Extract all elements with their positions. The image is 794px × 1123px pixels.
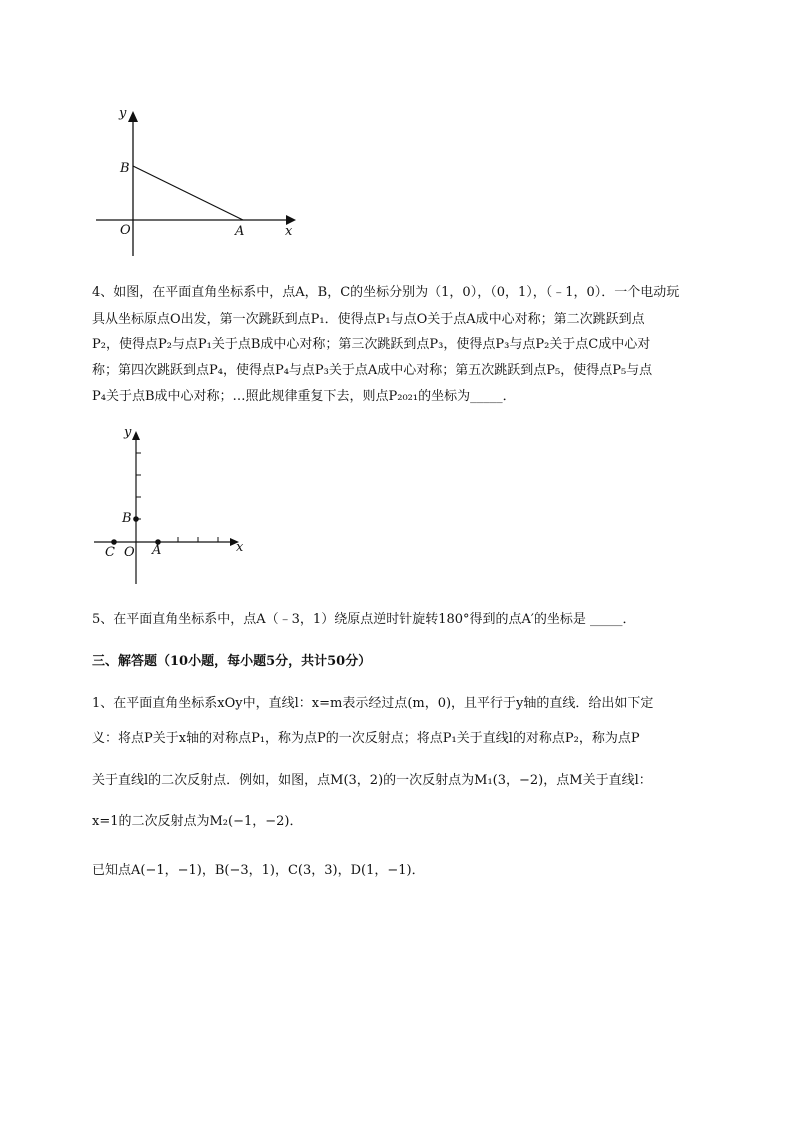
origin-label: O (124, 545, 135, 560)
x-axis-label: x (285, 224, 293, 239)
q5-text: 5、在平面直角坐标系中，点A（﹣3，1）绕原点逆时针旋转180°得到的点A′的坐标是 _____． (92, 612, 636, 627)
s3q1-line-2: 义：将点P关于x轴的对称点P₁，称为点P的一次反射点；将点P₁关于直线l的对称点P₂，称为点P (92, 731, 640, 746)
y-axis-arrow (132, 431, 140, 440)
point-b-label: B (120, 161, 130, 176)
q4-line-1: 4、如图，在平面直角坐标系中，点A，B，C的坐标分别为（1，0），（0，1），（﹣1，0）．一个电动玩 (92, 285, 680, 300)
figure-1-triangle-axes (90, 100, 310, 260)
point-a-label: A (152, 543, 162, 558)
y-axis-label: y (124, 425, 132, 440)
segment-ab (133, 166, 243, 220)
q4-line-5: P₄关于点B成中心对称；…照此规律重复下去，则点P₂₀₂₁的坐标为_____． (92, 389, 516, 404)
point-a-label: A (235, 224, 245, 239)
q4-line-4: 称；第四次跳跃到点P₄，使得点P₄与点P₃关于点A成中心对称；第五次跳跃到点P₅，使得点P₅与点 (92, 363, 653, 378)
point-b-label: B (122, 511, 132, 526)
q4-line-3: P₂，使得点P₂与点P₁关于点B成中心对称；第三次跳跃到点P₃，使得点P₃与点P₂关于点C成中心对 (92, 337, 651, 352)
y-axis-label: y (119, 106, 127, 121)
s3q1-line-3: 关于直线l的二次反射点．例如，如图，点M(3，2)的一次反射点为M₁(3，−2)，点M关于直线l： (92, 773, 652, 788)
q4-line-2: 具从坐标原点O出发，第一次跳跃到点P₁．使得点P₁与点O关于点A成中心对称；第二次跳跃到点 (92, 312, 645, 327)
point-c-label: C (105, 545, 115, 560)
s3q1-line-5: 已知点A(−1，−1)，B(−3，1)，C(3，3)，D(1，−1)． (92, 863, 425, 878)
section-3-title: 三、解答题（10小题，每小题5分，共计50分） (92, 654, 372, 669)
figure-2-points-axes (88, 422, 258, 588)
origin-label: O (120, 223, 131, 238)
s3q1-line-1: 1、在平面直角坐标系xOy中，直线l：x=m表示经过点(m，0)，且平行于y轴的直线．给出如下定 (92, 696, 654, 711)
point-b-dot (133, 516, 139, 522)
x-axis-ticks (178, 537, 218, 542)
x-axis-label: x (236, 540, 244, 555)
y-axis-arrow (128, 111, 138, 122)
y-axis-ticks (136, 453, 141, 519)
s3q1-line-4: x=1的二次反射点为M₂(−1，−2)． (92, 814, 303, 829)
point-c-dot (111, 539, 117, 545)
